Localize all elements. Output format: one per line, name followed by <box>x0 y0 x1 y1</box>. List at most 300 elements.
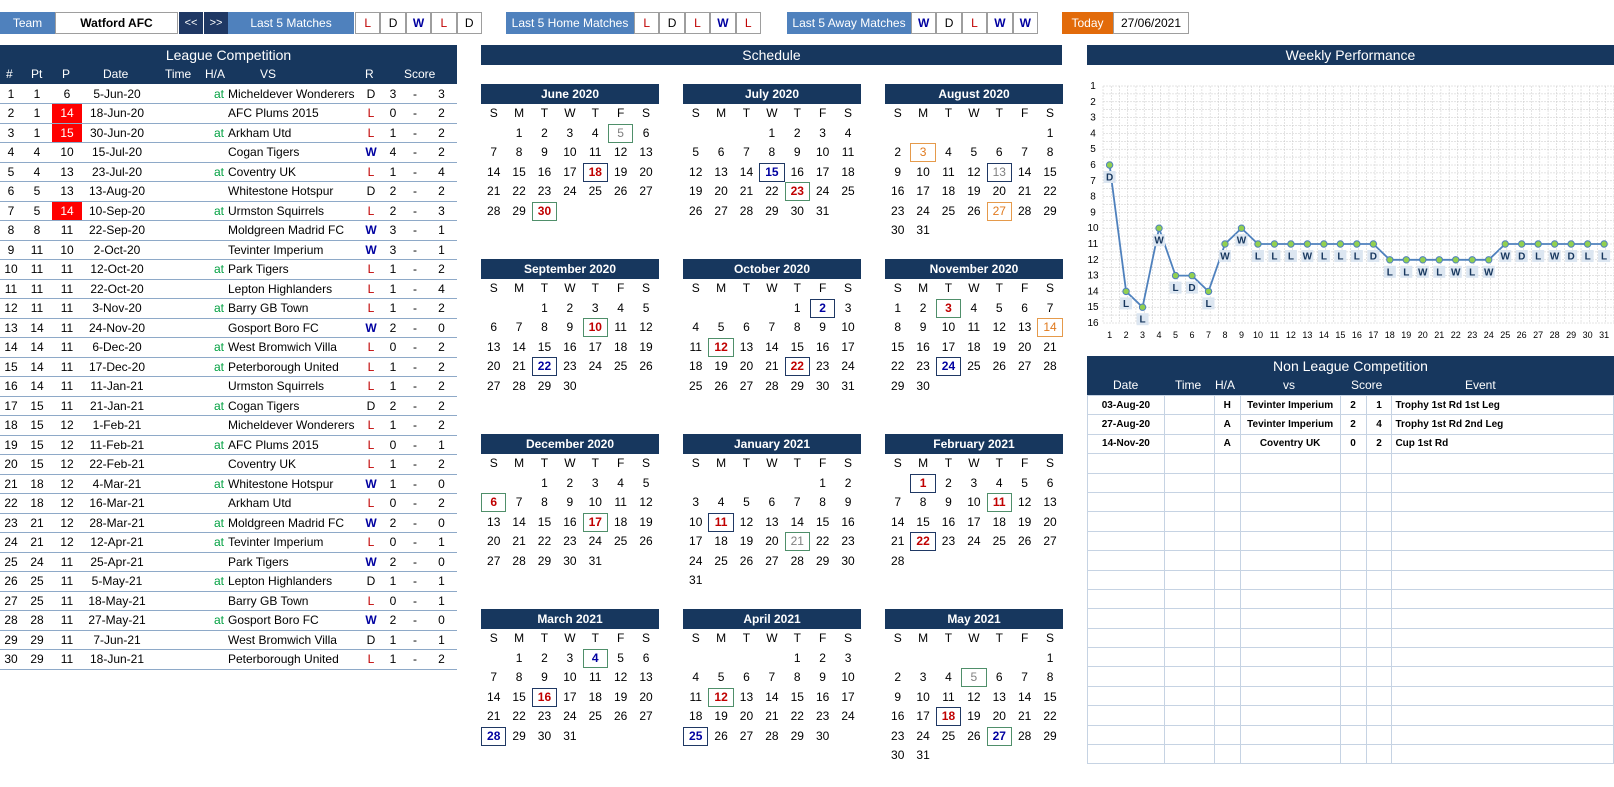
calendar-day[interactable]: 4 <box>617 475 624 490</box>
match-day[interactable]: 22 <box>910 532 935 551</box>
calendar-day[interactable]: 1 <box>515 125 523 140</box>
calendar-day[interactable]: 23 <box>916 359 930 373</box>
calendar-day[interactable]: 13 <box>739 689 754 704</box>
calendar-day[interactable]: 2 <box>894 670 902 684</box>
match-day[interactable]: 1 <box>910 474 935 493</box>
calendar-day[interactable]: 1 <box>515 650 523 665</box>
nonleague-row[interactable] <box>1088 551 1614 570</box>
calendar-day[interactable]: 16 <box>916 339 930 354</box>
calendar-day[interactable]: 7 <box>515 495 523 509</box>
nonleague-row[interactable] <box>1088 745 1614 764</box>
calendar-day[interactable]: 28 <box>1043 359 1057 373</box>
calendar-day[interactable]: 11 <box>689 689 702 704</box>
calendar-day[interactable]: 22 <box>1043 184 1057 198</box>
calendar-day[interactable]: 22 <box>1043 709 1057 723</box>
league-row[interactable] <box>0 260 457 280</box>
league-row[interactable] <box>0 123 457 143</box>
calendar-day[interactable]: 20 <box>487 534 501 548</box>
calendar-day[interactable]: 18 <box>714 534 728 548</box>
calendar-day[interactable]: 26 <box>967 728 981 743</box>
calendar-day[interactable]: 1 <box>793 650 801 665</box>
match-day[interactable]: 24 <box>936 357 961 376</box>
calendar-day[interactable]: 8 <box>515 145 523 159</box>
calendar-day[interactable]: 19 <box>613 689 628 704</box>
calendar-day[interactable]: 5 <box>717 320 725 334</box>
calendar-day[interactable]: 27 <box>739 728 754 743</box>
calendar-day[interactable]: 13 <box>992 689 1006 704</box>
calendar-day[interactable]: 26 <box>992 359 1006 373</box>
nonleague-row[interactable] <box>1088 531 1614 550</box>
calendar-day[interactable]: 27 <box>639 184 653 198</box>
calendar-day[interactable]: 15 <box>537 514 552 529</box>
calendar-day[interactable]: 1 <box>541 300 548 315</box>
match-day[interactable]: 3 <box>910 143 935 162</box>
calendar-day[interactable]: 18 <box>613 514 628 529</box>
calendar-day[interactable]: 3 <box>692 495 700 509</box>
calendar-day[interactable]: 7 <box>490 670 498 684</box>
league-row[interactable] <box>0 650 457 670</box>
calendar-day[interactable]: 18 <box>941 184 956 198</box>
calendar-day[interactable]: 20 <box>992 184 1006 198</box>
calendar-day[interactable]: 17 <box>841 339 855 354</box>
calendar-day[interactable]: 27 <box>739 378 754 393</box>
calendar-day[interactable]: 8 <box>919 495 927 509</box>
nonleague-row[interactable] <box>1088 725 1614 744</box>
calendar-day[interactable]: 12 <box>967 689 981 704</box>
calendar-day[interactable]: 10 <box>967 495 981 509</box>
calendar-day[interactable]: 4 <box>617 300 624 315</box>
calendar-day[interactable]: 24 <box>689 553 703 568</box>
calendar-day[interactable]: 6 <box>995 145 1003 159</box>
calendar-day[interactable]: 7 <box>894 495 902 509</box>
calendar-day[interactable]: 15 <box>916 514 930 529</box>
calendar-day[interactable]: 6 <box>642 125 650 140</box>
calendar-day[interactable]: 2 <box>541 125 548 140</box>
calendar-day[interactable]: 27 <box>765 553 779 568</box>
calendar-day[interactable]: 5 <box>642 475 650 490</box>
calendar-day[interactable]: 8 <box>1046 670 1054 684</box>
league-row[interactable] <box>0 474 457 494</box>
calendar-day[interactable]: 26 <box>639 359 653 373</box>
calendar-day[interactable]: 16 <box>815 689 830 704</box>
calendar-day[interactable]: 2 <box>919 300 927 315</box>
calendar-day[interactable]: 13 <box>487 514 501 529</box>
nonleague-row[interactable] <box>1088 396 1614 415</box>
match-day[interactable]: 4 <box>583 649 608 668</box>
league-row[interactable] <box>0 318 457 338</box>
league-row[interactable] <box>0 143 457 163</box>
league-row[interactable] <box>0 182 457 202</box>
calendar-day[interactable]: 5 <box>642 300 650 315</box>
calendar-day[interactable]: 10 <box>563 145 577 159</box>
league-row[interactable] <box>0 630 457 650</box>
calendar-day[interactable]: 21 <box>512 534 526 548</box>
calendar-day[interactable]: 28 <box>1017 203 1032 218</box>
calendar-day[interactable]: 8 <box>515 670 523 684</box>
league-row[interactable] <box>0 455 457 475</box>
calendar-day[interactable]: 17 <box>841 689 855 704</box>
calendar-day[interactable]: 30 <box>563 553 577 568</box>
match-day[interactable]: 10 <box>583 318 608 337</box>
league-row[interactable] <box>0 338 457 358</box>
calendar-day[interactable]: 8 <box>793 320 801 334</box>
calendar-day[interactable]: 12 <box>739 514 754 529</box>
match-day[interactable]: 16 <box>532 688 557 707</box>
calendar-day[interactable]: 2 <box>541 650 548 665</box>
calendar-day[interactable]: 7 <box>1021 670 1028 684</box>
calendar-day[interactable]: 1 <box>819 475 826 490</box>
calendar-day[interactable]: 21 <box>1017 709 1032 723</box>
calendar-day[interactable]: 29 <box>790 728 804 743</box>
calendar-day[interactable]: 13 <box>1043 495 1057 509</box>
calendar-day[interactable]: 15 <box>891 339 905 354</box>
calendar-day[interactable]: 16 <box>891 709 905 723</box>
calendar-day[interactable]: 21 <box>739 184 754 198</box>
calendar-day[interactable]: 4 <box>591 125 599 140</box>
calendar-day[interactable]: 23 <box>815 709 830 723</box>
calendar-day[interactable]: 17 <box>588 339 602 354</box>
calendar-day[interactable]: 19 <box>639 514 653 529</box>
calendar-day[interactable]: 31 <box>916 223 930 237</box>
calendar-day[interactable]: 19 <box>967 709 981 723</box>
calendar-day[interactable]: 23 <box>815 359 830 373</box>
calendar-day[interactable]: 12 <box>613 670 628 684</box>
calendar-day[interactable]: 13 <box>765 514 779 529</box>
calendar-day[interactable]: 27 <box>487 553 501 568</box>
calendar-day[interactable]: 21 <box>1017 184 1032 198</box>
calendar-day[interactable]: 15 <box>1043 689 1057 704</box>
calendar-day[interactable]: 11 <box>614 320 627 334</box>
calendar-day[interactable]: 14 <box>487 689 501 704</box>
calendar-day[interactable]: 21 <box>765 359 779 373</box>
calendar-day[interactable]: 28 <box>891 553 905 568</box>
calendar-day[interactable]: 7 <box>768 670 776 684</box>
calendar-day[interactable]: 23 <box>537 709 552 723</box>
calendar-day[interactable]: 19 <box>714 359 728 373</box>
calendar-day[interactable]: 4 <box>692 670 700 684</box>
nonleague-row[interactable] <box>1088 667 1614 686</box>
calendar-day[interactable]: 3 <box>591 300 599 315</box>
calendar-day[interactable]: 22 <box>512 184 526 198</box>
calendar-day[interactable]: 23 <box>891 728 905 743</box>
calendar-day[interactable]: 15 <box>1043 164 1057 179</box>
calendar-day[interactable]: 6 <box>717 145 725 159</box>
calendar-day[interactable]: 24 <box>815 184 830 198</box>
calendar-day[interactable]: 11 <box>589 145 602 159</box>
calendar-day[interactable]: 13 <box>714 164 728 179</box>
calendar-day[interactable]: 29 <box>815 553 830 568</box>
calendar-day[interactable]: 4 <box>692 320 700 334</box>
calendar-day[interactable]: 8 <box>894 320 902 334</box>
calendar-day[interactable]: 29 <box>537 553 552 568</box>
calendar-day[interactable]: 31 <box>588 553 602 568</box>
calendar-day[interactable]: 12 <box>689 164 703 179</box>
calendar-day[interactable]: 18 <box>841 164 855 179</box>
calendar-day[interactable]: 25 <box>941 728 956 743</box>
calendar-day[interactable]: 10 <box>588 495 602 509</box>
calendar-day[interactable]: 9 <box>844 495 852 509</box>
calendar-day[interactable]: 8 <box>768 145 776 159</box>
calendar-day[interactable]: 20 <box>1043 514 1057 529</box>
calendar-day[interactable]: 22 <box>512 709 526 723</box>
calendar-day[interactable]: 24 <box>563 184 577 198</box>
calendar-day[interactable]: 14 <box>739 164 754 179</box>
calendar-day[interactable]: 14 <box>1017 689 1032 704</box>
calendar-day[interactable]: 26 <box>967 203 981 218</box>
calendar-day[interactable]: 28 <box>487 203 501 218</box>
calendar-day[interactable]: 29 <box>1043 728 1057 743</box>
match-day[interactable]: 12 <box>708 338 733 357</box>
calendar-day[interactable]: 30 <box>537 728 552 743</box>
calendar-day[interactable]: 29 <box>790 378 804 393</box>
calendar-day[interactable]: 1 <box>894 300 902 315</box>
calendar-day[interactable]: 10 <box>916 164 930 179</box>
calendar-day[interactable]: 12 <box>992 320 1006 334</box>
calendar-day[interactable]: 25 <box>714 553 728 568</box>
calendar-day[interactable]: 19 <box>1017 514 1032 529</box>
calendar-day[interactable]: 29 <box>512 728 526 743</box>
calendar-day[interactable]: 1 <box>793 300 801 315</box>
calendar-day[interactable]: 4 <box>945 145 952 159</box>
calendar-day[interactable]: 24 <box>563 709 577 723</box>
calendar-day[interactable]: 3 <box>844 300 852 315</box>
calendar-day[interactable]: 6 <box>743 670 750 684</box>
calendar-day[interactable]: 13 <box>487 339 501 354</box>
calendar-day[interactable]: 30 <box>563 378 577 393</box>
calendar-day[interactable]: 28 <box>765 378 779 393</box>
calendar-day[interactable]: 1 <box>541 475 548 490</box>
calendar-day[interactable]: 16 <box>841 514 855 529</box>
calendar-day[interactable]: 6 <box>490 320 498 334</box>
calendar-day[interactable]: 9 <box>566 320 574 334</box>
calendar-day[interactable]: 12 <box>967 164 981 179</box>
calendar-day[interactable]: 7 <box>743 145 750 159</box>
calendar-day[interactable]: 21 <box>1043 339 1057 354</box>
match-day[interactable]: 3 <box>936 299 961 318</box>
calendar-day[interactable]: 7 <box>793 495 801 509</box>
match-day[interactable]: 21 <box>785 532 810 551</box>
calendar-day[interactable]: 30 <box>891 748 905 762</box>
league-row[interactable] <box>0 201 457 221</box>
calendar-day[interactable]: 22 <box>815 534 830 548</box>
calendar-day[interactable]: 29 <box>765 203 779 218</box>
calendar-day[interactable]: 28 <box>739 203 754 218</box>
calendar-day[interactable]: 25 <box>841 184 855 198</box>
calendar-day[interactable]: 1 <box>1046 125 1054 140</box>
calendar-day[interactable]: 6 <box>642 650 650 665</box>
calendar-day[interactable]: 19 <box>639 339 653 354</box>
calendar-day[interactable]: 27 <box>1043 534 1057 548</box>
calendar-day[interactable]: 29 <box>537 378 552 393</box>
calendar-day[interactable]: 19 <box>967 184 981 198</box>
match-day[interactable]: 27 <box>987 727 1012 746</box>
calendar-day[interactable]: 5 <box>1021 475 1028 490</box>
calendar-day[interactable]: 18 <box>613 339 628 354</box>
league-row[interactable] <box>0 572 457 592</box>
nonleague-row[interactable] <box>1088 415 1614 434</box>
calendar-day[interactable]: 17 <box>689 534 703 548</box>
calendar-day[interactable]: 8 <box>793 670 801 684</box>
calendar-day[interactable]: 3 <box>844 650 852 665</box>
calendar-day[interactable]: 26 <box>1017 534 1032 548</box>
match-day[interactable]: 22 <box>785 357 810 376</box>
prev-team-button[interactable]: << <box>179 12 203 34</box>
team-name-field[interactable]: Watford AFC <box>55 12 178 34</box>
calendar-day[interactable]: 16 <box>563 514 577 529</box>
calendar-day[interactable]: 27 <box>1017 359 1032 373</box>
calendar-day[interactable]: 20 <box>765 534 779 548</box>
calendar-day[interactable]: 21 <box>765 709 779 723</box>
calendar-day[interactable]: 3 <box>591 475 599 490</box>
calendar-day[interactable]: 26 <box>714 728 728 743</box>
calendar-day[interactable]: 8 <box>541 320 548 334</box>
calendar-day[interactable]: 11 <box>942 164 955 179</box>
calendar-day[interactable]: 21 <box>891 534 905 548</box>
calendar-day[interactable]: 5 <box>617 650 624 665</box>
calendar-day[interactable]: 4 <box>970 300 978 315</box>
calendar-day[interactable]: 28 <box>1017 728 1032 743</box>
nonleague-row[interactable] <box>1088 492 1614 511</box>
calendar-day[interactable]: 9 <box>894 689 902 704</box>
league-row[interactable] <box>0 279 457 299</box>
league-row[interactable] <box>0 104 457 124</box>
calendar-day[interactable]: 6 <box>995 670 1003 684</box>
calendar-day[interactable]: 21 <box>487 709 501 723</box>
calendar-day[interactable]: 23 <box>891 203 905 218</box>
calendar-day[interactable]: 30 <box>815 728 830 743</box>
calendar-day[interactable]: 16 <box>790 164 804 179</box>
calendar-day[interactable]: 29 <box>1043 203 1057 218</box>
match-day[interactable]: 14 <box>1037 318 1062 337</box>
calendar-day[interactable]: 6 <box>768 495 776 509</box>
calendar-day[interactable]: 28 <box>790 553 804 568</box>
calendar-day[interactable]: 4 <box>844 125 852 140</box>
calendar-day[interactable]: 16 <box>815 339 830 354</box>
calendar-day[interactable]: 11 <box>841 145 855 159</box>
calendar-day[interactable]: 4 <box>945 670 952 684</box>
calendar-day[interactable]: 18 <box>588 689 602 704</box>
calendar-day[interactable]: 22 <box>790 709 804 723</box>
calendar-day[interactable]: 17 <box>563 164 577 179</box>
calendar-day[interactable]: 16 <box>941 514 956 529</box>
league-row[interactable] <box>0 162 457 182</box>
calendar-day[interactable]: 18 <box>992 514 1006 529</box>
calendar-day[interactable]: 8 <box>1046 145 1054 159</box>
calendar-day[interactable]: 24 <box>841 709 855 723</box>
league-row[interactable] <box>0 494 457 514</box>
calendar-day[interactable]: 10 <box>941 320 956 334</box>
nonleague-row[interactable] <box>1088 454 1614 473</box>
calendar-day[interactable]: 31 <box>916 748 930 762</box>
calendar-day[interactable]: 19 <box>714 709 728 723</box>
calendar-day[interactable]: 20 <box>1017 339 1032 354</box>
calendar-day[interactable]: 31 <box>689 573 703 587</box>
calendar-day[interactable]: 25 <box>992 534 1006 548</box>
match-day[interactable]: 23 <box>785 182 810 201</box>
calendar-day[interactable]: 11 <box>942 689 955 704</box>
nonleague-row[interactable] <box>1088 473 1614 492</box>
calendar-day[interactable]: 22 <box>537 534 552 548</box>
calendar-day[interactable]: 9 <box>945 495 952 509</box>
calendar-day[interactable]: 15 <box>512 164 526 179</box>
match-day[interactable]: 22 <box>532 357 557 376</box>
calendar-day[interactable]: 5 <box>970 145 978 159</box>
league-row[interactable] <box>0 533 457 553</box>
calendar-day[interactable]: 31 <box>563 728 577 743</box>
calendar-day[interactable]: 1 <box>1046 650 1054 665</box>
calendar-day[interactable]: 22 <box>765 184 779 198</box>
calendar-day[interactable]: 30 <box>790 203 804 218</box>
match-day[interactable]: 15 <box>759 163 784 182</box>
calendar-day[interactable]: 25 <box>967 359 981 373</box>
calendar-day[interactable]: 7 <box>1046 300 1054 315</box>
calendar-day[interactable]: 14 <box>765 339 779 354</box>
calendar-day[interactable]: 9 <box>793 145 801 159</box>
league-row[interactable] <box>0 591 457 611</box>
calendar-day[interactable]: 28 <box>512 378 526 393</box>
calendar-day[interactable]: 11 <box>614 495 627 509</box>
nonleague-row[interactable] <box>1088 706 1614 725</box>
calendar-day[interactable]: 5 <box>743 495 750 509</box>
calendar-day[interactable]: 2 <box>945 475 952 490</box>
league-row[interactable] <box>0 611 457 631</box>
match-day[interactable]: 12 <box>708 688 733 707</box>
calendar-day[interactable]: 20 <box>992 709 1006 723</box>
calendar-day[interactable]: 29 <box>891 378 905 393</box>
match-day[interactable]: 17 <box>583 513 608 532</box>
calendar-day[interactable]: 10 <box>841 320 855 334</box>
calendar-day[interactable]: 18 <box>689 709 703 723</box>
calendar-day[interactable]: 19 <box>613 164 628 179</box>
nonleague-row[interactable] <box>1088 686 1614 705</box>
calendar-day[interactable]: 10 <box>563 670 577 684</box>
calendar-day[interactable]: 2 <box>819 650 826 665</box>
calendar-day[interactable]: 21 <box>512 359 526 373</box>
calendar-day[interactable]: 23 <box>537 184 552 198</box>
calendar-day[interactable]: 24 <box>588 534 602 548</box>
calendar-day[interactable]: 3 <box>566 125 574 140</box>
match-day[interactable]: 2 <box>810 299 835 318</box>
calendar-day[interactable]: 15 <box>512 689 526 704</box>
calendar-day[interactable]: 16 <box>537 164 552 179</box>
calendar-day[interactable]: 24 <box>588 359 602 373</box>
calendar-day[interactable]: 15 <box>537 339 552 354</box>
calendar-day[interactable]: 25 <box>613 359 628 373</box>
calendar-day[interactable]: 25 <box>613 534 628 548</box>
calendar-day[interactable]: 3 <box>919 670 927 684</box>
calendar-day[interactable]: 9 <box>819 670 826 684</box>
league-row[interactable] <box>0 396 457 416</box>
calendar-day[interactable]: 14 <box>891 514 905 529</box>
calendar-day[interactable]: 2 <box>566 300 574 315</box>
calendar-day[interactable]: 2 <box>793 125 801 140</box>
calendar-day[interactable]: 17 <box>967 514 981 529</box>
match-day[interactable]: 11 <box>987 493 1012 512</box>
calendar-day[interactable]: 3 <box>819 125 826 140</box>
league-row[interactable] <box>0 357 457 377</box>
calendar-day[interactable]: 12 <box>639 320 653 334</box>
calendar-day[interactable]: 6 <box>1046 475 1054 490</box>
calendar-day[interactable]: 23 <box>563 534 577 548</box>
calendar-day[interactable]: 7 <box>768 320 776 334</box>
match-day[interactable]: 5 <box>961 668 986 687</box>
match-day[interactable]: 30 <box>532 202 557 221</box>
calendar-day[interactable]: 9 <box>541 145 548 159</box>
league-row[interactable] <box>0 221 457 241</box>
calendar-day[interactable]: 9 <box>566 495 574 509</box>
calendar-day[interactable]: 8 <box>541 495 548 509</box>
league-row[interactable] <box>0 84 457 104</box>
